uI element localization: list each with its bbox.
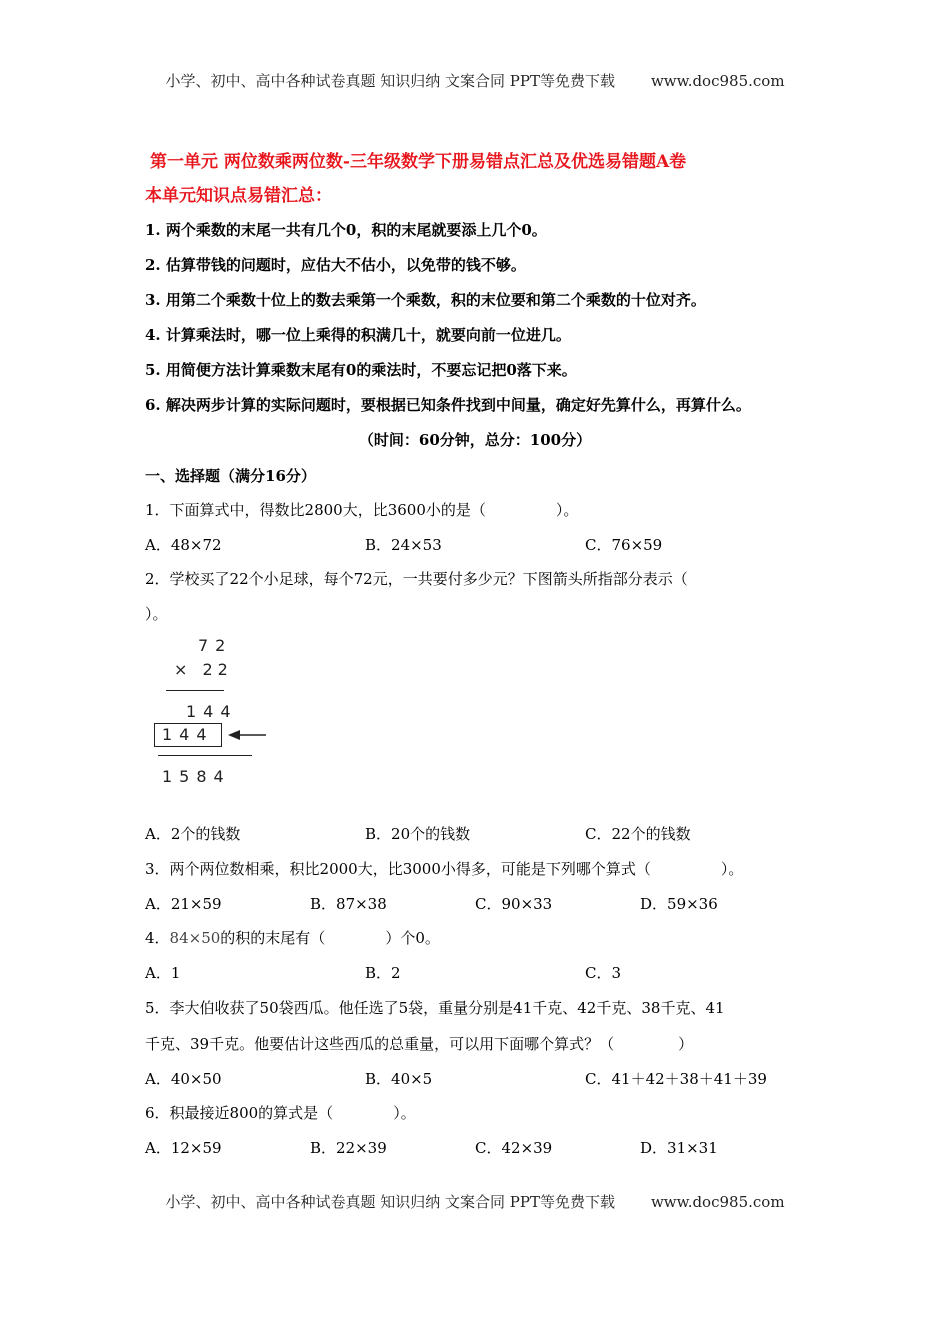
- footer-site: www.doc985.com: [650, 1193, 785, 1211]
- knowledge-point: 3. 用第二个乘数十位上的数去乘第一个乘数，积的末位要和第二个乘数的十位对齐。: [145, 291, 706, 309]
- vertical-multiplication-figure: [150, 636, 280, 796]
- calc-multiplicand: 72: [198, 636, 233, 655]
- knowledge-point: 2. 估算带钱的问题时，应估大不估小，以免带的钱不够。: [145, 256, 526, 274]
- calc-product: 1584: [162, 767, 231, 786]
- q3-option-a[interactable]: A．21×59: [145, 895, 222, 913]
- q5-option-a[interactable]: A．40×50: [145, 1070, 222, 1088]
- footer-text: 小学、初中、高中各种试卷真题 知识归纳 文案合同 PPT等免费下载: [165, 1193, 615, 1211]
- section-heading: 一、选择题（满分16分）: [145, 467, 316, 485]
- question-5-line2: 千克、39千克。他要估计这些西瓜的总重量，可以用下面哪个算式？（ ）: [145, 1035, 694, 1053]
- knowledge-point: 5. 用简便方法计算乘数末尾有0的乘法时，不要忘记把0落下来。: [145, 361, 577, 379]
- calc-line: [158, 755, 252, 756]
- q2-option-c[interactable]: C．22个的钱数: [585, 825, 691, 843]
- time-info: （时间：60分钟，总分：100分）: [358, 431, 592, 449]
- q3-option-c[interactable]: C．90×33: [475, 895, 553, 913]
- section-subtitle: 本单元知识点易错汇总：: [145, 186, 332, 206]
- q3-option-b[interactable]: B．87×38: [310, 895, 387, 913]
- knowledge-point: 1. 两个乘数的末尾一共有几个0，积的末尾就要添上几个0。: [145, 221, 547, 239]
- question-5: 5．李大伯收获了50袋西瓜。他任选了5袋，重量分别是41千克、42千克、38千克、41: [145, 999, 725, 1017]
- q1-option-c[interactable]: C．76×59: [585, 536, 663, 554]
- q5-option-c[interactable]: C．41＋42＋38＋41＋39: [585, 1070, 767, 1088]
- q6-option-a[interactable]: A．12×59: [145, 1139, 222, 1157]
- header-site: www.doc985.com: [650, 72, 785, 90]
- knowledge-point: 6. 解决两步计算的实际问题时，要根据已知条件找到中间量，确定好先算什么，再算什么。: [145, 396, 751, 414]
- calc-multiplier: × 22: [174, 660, 233, 679]
- question-3: 3．两个两位数相乘，积比2000大，比3000小得多，可能是下列哪个算式（ ）。: [145, 860, 744, 878]
- q3-option-d[interactable]: D．59×36: [640, 895, 718, 913]
- q6-option-c[interactable]: C．42×39: [475, 1139, 553, 1157]
- q4-option-a[interactable]: A．1: [145, 964, 181, 982]
- calc-partial-1: 144: [186, 702, 238, 721]
- q4-expression: 84×50: [169, 929, 221, 947]
- arrow-left-icon: [226, 727, 268, 743]
- knowledge-point: 4. 计算乘法时，哪一位上乘得的积满几十，就要向前一位进几。: [145, 326, 571, 344]
- document-title: 第一单元 两位数乘两位数-三年级数学下册易错点汇总及优选易错题A卷: [150, 152, 687, 172]
- calc-line: [166, 690, 224, 691]
- question-6: 6．积最接近800的算式是（ ）。: [145, 1104, 416, 1122]
- q6-option-b[interactable]: B．22×39: [310, 1139, 387, 1157]
- question-1: 1．下面算式中，得数比2800大，比3600小的是（ ）。: [145, 501, 579, 519]
- page-footer: [0, 1191, 950, 1212]
- question-2-line2: ）。: [145, 605, 168, 623]
- q2-option-a[interactable]: A．2个的钱数: [145, 825, 241, 843]
- page-header: [0, 70, 950, 91]
- header-text: 小学、初中、高中各种试卷真题 知识归纳 文案合同 PPT等免费下载: [165, 72, 615, 90]
- q2-option-b[interactable]: B．20个的钱数: [365, 825, 471, 843]
- q4-option-b[interactable]: B．2: [365, 964, 401, 982]
- q1-option-a[interactable]: A．48×72: [145, 536, 222, 554]
- q4-option-c[interactable]: C．3: [585, 964, 622, 982]
- q6-option-d[interactable]: D．31×31: [640, 1139, 718, 1157]
- q5-option-b[interactable]: B．40×5: [365, 1070, 433, 1088]
- calc-partial-2: 144: [162, 725, 214, 744]
- q1-option-b[interactable]: B．24×53: [365, 536, 442, 554]
- question-4: 4．84×50的积的末尾有（ ）个0。: [145, 929, 440, 947]
- question-2: 2．学校买了22个小足球，每个72元，一共要付多少元？下图箭头所指部分表示（: [145, 570, 688, 588]
